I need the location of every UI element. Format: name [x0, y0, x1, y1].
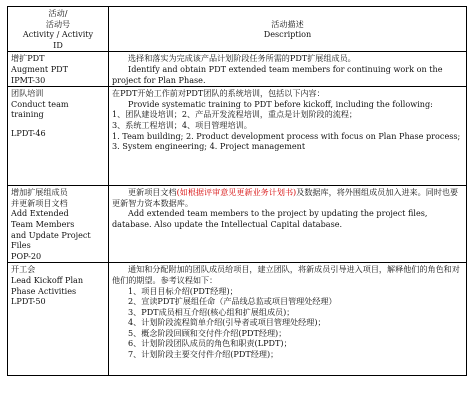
activity-cell: [8, 52, 109, 87]
activity-line: and Update Project: [11, 229, 91, 240]
agenda-item: 2、宣读PDT扩展组任命（产品线总监或项目管理处经理）: [128, 296, 337, 307]
description-line: Add extended team members to the project by updating the project files, database. Also update the Intellectual Capital database.: [112, 208, 428, 229]
activity-line: 并更新项目文档: [11, 197, 68, 208]
activity-line: 增加扩展组成员: [11, 187, 68, 198]
agenda-item: 7、计划阶段主要交付件介绍(PDT经理)；: [128, 349, 279, 360]
activity-line: Lead Kickoff Plan: [11, 274, 84, 285]
description-line: 3. System engineering; 4. Project management: [112, 141, 306, 152]
agenda-item: 6、计划阶段团队成员的角色和职责(LPDT)；: [128, 338, 292, 349]
description-line: 选择和落实为完成该产品计划阶段任务所需的PDT扩展组成员。: [128, 53, 356, 64]
description-line: 1、团队建设培训；2、产品开发流程培训，重点是计划阶段的流程；: [112, 109, 358, 120]
header-description-line: 活动描述: [271, 18, 304, 29]
description-line: Provide systematic training to PDT before kickoff, including the following:: [128, 98, 433, 109]
description-cell: [109, 263, 467, 376]
activity-cell: [8, 186, 109, 263]
row-add-extended: [8, 186, 467, 263]
description-intro: 通知和分配附加的团队成员给项目，建立团队，将新成员引导进入项目，解释他们的角色和对他们的期望。参考议程如下：: [112, 264, 460, 285]
activity-line: Add Extended: [11, 208, 69, 219]
description-highlight: (如根据评审意见更新业务计划书): [176, 187, 297, 198]
description-line: 1. Team building; 2. Product development process with focus on Plan Phase process;: [112, 130, 461, 141]
header-description-line: Description: [263, 29, 312, 40]
activity-line: LPDT-46: [11, 127, 46, 138]
row-conduct-training: [8, 87, 467, 186]
header-activity-line: Activity / Activity: [22, 29, 94, 40]
activity-line: IPMT-30: [11, 74, 46, 85]
activity-line: 增扩PDT: [11, 53, 45, 64]
description-line: 在PDT开始工作前对PDT团队的系统培训，包括以下内容：: [112, 88, 325, 99]
header-activity: [8, 7, 109, 52]
activity-line: 开工会: [11, 264, 36, 275]
description-cell: [109, 186, 467, 263]
description-line: Identify and obtain PDT extended team members for continuing work on the project for Plan Phase.: [112, 63, 443, 85]
header-description: [109, 7, 467, 52]
header-activity-line: 活动/: [48, 8, 68, 18]
agenda-item: 1、项目目标介绍(PDT经理)；: [128, 285, 238, 296]
header-activity-line: ID: [53, 39, 63, 50]
description-line: 3、系统工程培训；4、项目管理培训。: [112, 119, 252, 130]
activity-line: training: [11, 109, 44, 120]
header-activity-line: 活动号: [45, 18, 71, 29]
header-row: [8, 7, 467, 52]
activity-line: Conduct team: [11, 98, 69, 109]
description-lead: 更新项目文档: [128, 187, 177, 198]
agenda-item: 3、PDT成员相互介绍(核心组和扩展组成员)；: [128, 306, 295, 317]
activity-cell: [8, 87, 109, 186]
activity-line: Phase Activities: [11, 285, 77, 296]
activity-table: [7, 6, 467, 376]
row-augment-pdt: [8, 52, 467, 87]
agenda-item: 5、概念阶段回顾和交付件介绍(PDT经理)；: [128, 327, 287, 338]
activity-line: Team Members: [11, 218, 75, 229]
activity-cell: [8, 263, 109, 376]
activity-line: Files: [11, 240, 31, 251]
description-tail: 及数据库，将外围组成员加入进来。同时也要更新智力资本数据库。: [112, 187, 459, 208]
description-cell: [109, 52, 467, 87]
row-kickoff: [8, 263, 467, 376]
activity-line: POP-20: [11, 250, 42, 261]
activity-line: LPDT-50: [11, 296, 46, 307]
activity-line: Augment PDT: [11, 63, 69, 74]
agenda-item: 4、计划阶段流程简单介绍(引导者或项目管理处经理)；: [128, 317, 326, 328]
description-cell: [109, 87, 467, 186]
description-paragraph: [112, 187, 463, 208]
activity-line: 团队培训: [11, 88, 44, 99]
